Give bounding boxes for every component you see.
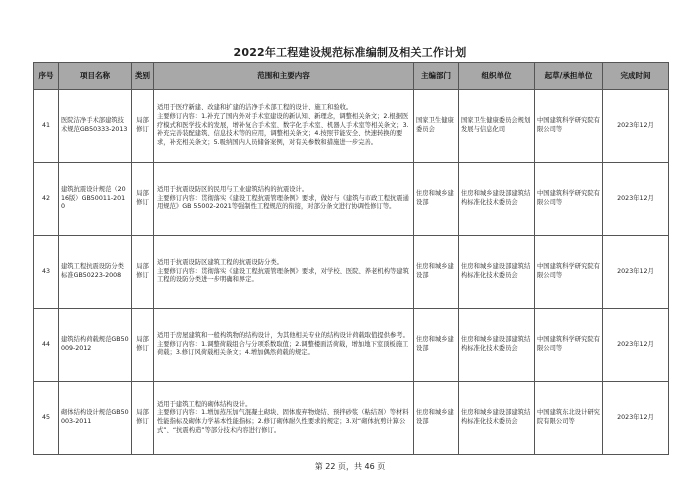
table-row	[34, 236, 669, 309]
header-org: 组织单位	[459, 63, 535, 90]
cell-scope	[154, 309, 414, 382]
cell-no: 41	[34, 90, 59, 163]
header-time: 完成时间	[603, 63, 669, 90]
scope-line: 适用于医疗新建、改建和扩建的洁净手术部工程的设计、施工和验收。	[157, 104, 353, 112]
cell-org: 住房和城乡建设部建筑结构标准化技术委员会	[459, 309, 535, 382]
cell-org: 国家卫生健康委员会规划发展与信息化司	[459, 90, 535, 163]
cell-dept: 住房和城乡建设部	[414, 236, 459, 309]
cell-no: 43	[34, 236, 59, 309]
cell-category: 局部修订	[132, 309, 154, 382]
cell-name: 砌体结构设计规范GB50003-2011	[59, 382, 132, 455]
cell-name: 医院洁净手术部建筑技术规范GB50333-2013	[59, 90, 132, 163]
page-number: 第 22 页，共 46 页	[314, 462, 386, 471]
table-header-row	[34, 63, 669, 90]
cell-org: 住房和城乡建设部建筑结构标准化技术委员会	[459, 163, 535, 236]
scope-line: 主要修订内容：1.增加蒸压加气混凝土砌块、固体废弃物烧结、预拌砂浆（粘结剂）等材料性能指标及砌体力学基本性能指标；2.修订砌体耐久性要求的规定；3.对“砌体抗剪计算公式”、“抗震构造”等部分技术内容进行修订。	[157, 409, 409, 434]
header-no: 序号	[34, 63, 59, 90]
plan-table	[33, 62, 669, 455]
cell-category: 局部修订	[132, 163, 154, 236]
cell-org: 住房和城乡建设部建筑结构标准化技术委员会	[459, 382, 535, 455]
cell-name: 建筑工程抗震设防分类标准GB50223-2008	[59, 236, 132, 309]
cell-dept: 住房和城乡建设部	[414, 382, 459, 455]
scope-line: 主要修订内容：贯彻落实《建设工程抗震管理条例》要求，对学校、医院、养老机构等建筑工程的设防分类进一步明确和界定。	[157, 267, 409, 284]
scope-line: 适用于房屋建筑和一般构筑物的结构设计，为其他相关专业的结构设计荷载取值提供参考。	[157, 331, 409, 339]
table-row	[34, 90, 669, 163]
scope-line: 主要修订内容：1.调整荷载组合与分项系数取值；2.调整楼面活荷载，增加地下室顶板施工荷载；3.修订风荷载相关条文；4.增加偶然荷载的规定。	[157, 340, 409, 357]
page-title: 2022年工程建设规范标准编制及相关工作计划	[233, 46, 467, 59]
cell-time: 2023年12月	[603, 236, 669, 309]
header-category: 类别	[132, 63, 154, 90]
table-row	[34, 309, 669, 382]
cell-dept: 国家卫生健康委员会	[414, 90, 459, 163]
scope-line: 适用于抗震设防区建筑工程的抗震设防分类。	[157, 258, 283, 266]
cell-name: 建筑结构荷载规范GB50009-2012	[59, 309, 132, 382]
cell-drafter: 中国建筑科学研究院有限公司等	[535, 236, 603, 309]
cell-time: 2023年12月	[603, 90, 669, 163]
cell-org: 住房和城乡建设部建筑结构标准化技术委员会	[459, 236, 535, 309]
cell-no: 44	[34, 309, 59, 382]
cell-scope	[154, 163, 414, 236]
cell-scope	[154, 236, 414, 309]
scope-line: 主要修订内容：1.补充了国内外对手术室建设的新认知、新理念，调整相关条文；2.根据医疗模式和医学技术的发展，增补复合手术室、数字化手术室、机器人手术室等相关条文；3.补充完善装配建筑、信息技术等的应用，调整相关条文；4.按照节能安全、快速转换的要求，补充相关条文；5.吸纳国内人员储备案例，对有关参数和措施进一步完善。	[157, 112, 409, 147]
cell-no: 42	[34, 163, 59, 236]
table-row	[34, 163, 669, 236]
header-drafter: 起草/承担单位	[535, 63, 603, 90]
cell-category: 局部修订	[132, 382, 154, 455]
scope-line: 主要修订内容：贯彻落实《建设工程抗震管理条例》要求，做好与《建筑与市政工程抗震通用规范》GB 55002-2021等强制性工程规范的衔接，对部分条文进行协调性修订等。	[157, 194, 409, 211]
cell-time: 2023年12月	[603, 163, 669, 236]
cell-time: 2023年12月	[603, 382, 669, 455]
header-dept: 主编部门	[414, 63, 459, 90]
header-name: 项目名称	[59, 63, 132, 90]
cell-drafter: 中国建筑科学研究院有限公司等	[535, 309, 603, 382]
cell-name: 建筑抗震设计规范（2016版）GB50011-2010	[59, 163, 132, 236]
cell-category: 局部修订	[132, 90, 154, 163]
cell-drafter: 中国建筑东北设计研究院有限公司等	[535, 382, 603, 455]
cell-category: 局部修订	[132, 236, 154, 309]
header-scope: 范围和主要内容	[154, 63, 414, 90]
cell-time: 2023年12月	[603, 309, 669, 382]
cell-no: 45	[34, 382, 59, 455]
cell-scope	[154, 90, 414, 163]
scope-line: 适用于抗震设防区的民用与工业建筑结构的抗震设计。	[157, 185, 309, 193]
cell-dept: 住房和城乡建设部	[414, 163, 459, 236]
scope-line: 适用于建筑工程的砌体结构设计。	[157, 400, 252, 408]
cell-dept: 住房和城乡建设部	[414, 309, 459, 382]
cell-scope	[154, 382, 414, 455]
table-row	[34, 382, 669, 455]
cell-drafter: 中国建筑科学研究院有限公司等	[535, 163, 603, 236]
cell-drafter: 中国建筑科学研究院有限公司等	[535, 90, 603, 163]
